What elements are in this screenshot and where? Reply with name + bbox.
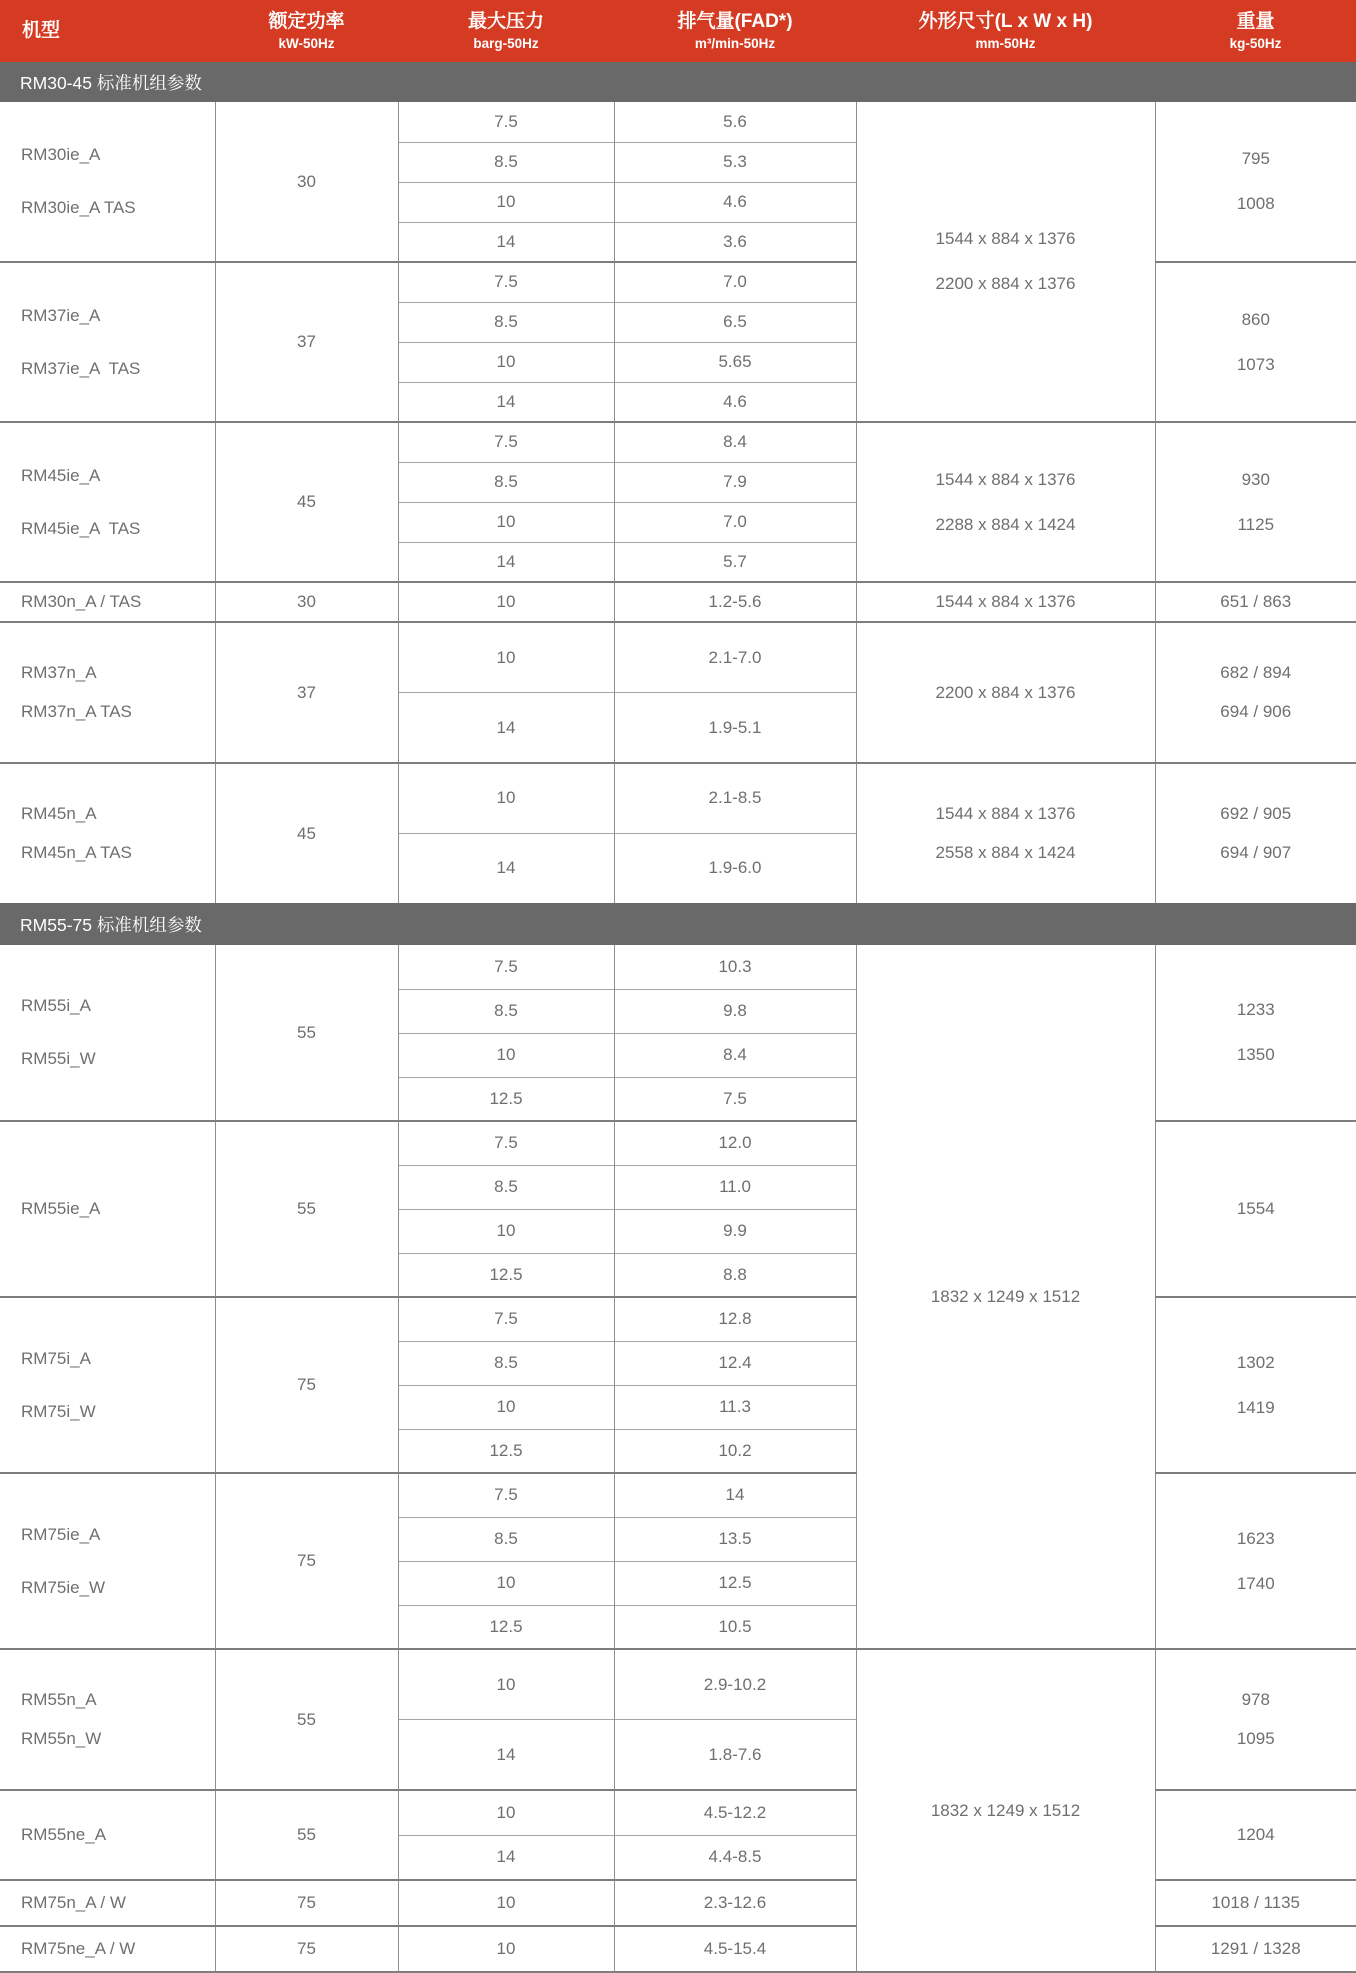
section-band-rm30-45 (0, 62, 1356, 102)
pressure-cell: 10 (398, 763, 614, 833)
model-cell: RM55ie_A (0, 1121, 215, 1297)
table-row (0, 1649, 1356, 1720)
pressure-cell: 7.5 (398, 1473, 614, 1517)
section-title: RM55-75 标准机组参数 (0, 903, 1356, 945)
fad-cell: 11.3 (614, 1385, 856, 1429)
pressure-cell: 10 (398, 342, 614, 382)
pressure-cell: 10 (398, 502, 614, 542)
pressure-cell: 8.5 (398, 462, 614, 502)
fad-cell: 4.4-8.5 (614, 1835, 856, 1880)
fad-cell: 5.65 (614, 342, 856, 382)
model-cell: RM75ne_A / W (0, 1926, 215, 1972)
table-row (0, 102, 1356, 142)
power-cell: 37 (215, 262, 398, 422)
fad-cell: 3.6 (614, 222, 856, 262)
power-cell: 75 (215, 1297, 398, 1473)
dimensions-cell: 1544 x 884 x 1376 (856, 582, 1155, 622)
fad-cell: 5.3 (614, 142, 856, 182)
weight-value: 1095 (1236, 1729, 1275, 1748)
model-label: RM75i_A (21, 1348, 91, 1368)
table-row (0, 582, 1356, 622)
model-label: RM75i_W (21, 1401, 96, 1421)
table-row (0, 622, 1356, 693)
model-label: RM45ie_A TAS (21, 518, 141, 538)
weight-value: 978 (1241, 1690, 1270, 1709)
weight-value: 1350 (1236, 1045, 1275, 1064)
weight-value: 1125 (1237, 514, 1275, 534)
pressure-cell: 8.5 (398, 302, 614, 342)
fad-cell: 12.4 (614, 1341, 856, 1385)
pressure-cell: 10 (398, 1209, 614, 1253)
pressure-cell: 10 (398, 182, 614, 222)
pressure-cell: 8.5 (398, 989, 614, 1033)
model-cell (0, 763, 215, 903)
pressure-cell: 14 (398, 693, 614, 764)
weight-value: 694 / 906 (1220, 702, 1292, 721)
weight-value: 1419 (1236, 1397, 1275, 1417)
pressure-cell: 10 (398, 1033, 614, 1077)
fad-cell: 10.2 (614, 1429, 856, 1473)
dimensions-cell: 1832 x 1249 x 1512 (856, 945, 1155, 1649)
pressure-cell: 10 (398, 1561, 614, 1605)
power-cell: 55 (215, 945, 398, 1121)
model-cell: RM75n_A / W (0, 1880, 215, 1926)
column-unit: mm-50Hz (975, 36, 1036, 52)
fad-cell: 12.0 (614, 1121, 856, 1165)
pressure-cell: 8.5 (398, 142, 614, 182)
model-cell (0, 1297, 215, 1473)
fad-cell: 10.5 (614, 1605, 856, 1649)
section-title: RM30-45 标准机组参数 (0, 62, 1356, 102)
model-label: RM45ie_A (21, 465, 101, 485)
fad-cell: 7.0 (614, 502, 856, 542)
model-label: RM37n_A (21, 663, 97, 682)
weight-value: 860 (1241, 309, 1270, 329)
model-label: RM45n_A (21, 804, 97, 823)
column-header-pressure (398, 0, 614, 62)
fad-cell: 4.5-15.4 (614, 1926, 856, 1972)
pressure-cell: 12.5 (398, 1605, 614, 1649)
pressure-cell: 10 (398, 1649, 614, 1720)
pressure-cell: 14 (398, 382, 614, 422)
weight-cell (1155, 1473, 1356, 1649)
fad-cell: 2.3-12.6 (614, 1880, 856, 1926)
model-cell (0, 1649, 215, 1790)
weight-value: 795 (1241, 149, 1270, 168)
power-cell: 75 (215, 1926, 398, 1972)
weight-cell: 1204 (1155, 1790, 1356, 1880)
model-cell: RM30n_A / TAS (0, 582, 215, 622)
pressure-cell: 7.5 (398, 262, 614, 302)
model-cell (0, 622, 215, 763)
weight-value: 682 / 894 (1220, 663, 1292, 682)
pressure-cell: 12.5 (398, 1077, 614, 1121)
power-cell: 45 (215, 422, 398, 582)
fad-cell: 12.8 (614, 1297, 856, 1341)
fad-cell: 7.9 (614, 462, 856, 502)
power-cell: 45 (215, 763, 398, 903)
model-label: RM37ie_A (21, 305, 101, 325)
pressure-cell: 7.5 (398, 422, 614, 462)
power-cell: 30 (215, 102, 398, 262)
table-row (0, 422, 1356, 462)
model-label: RM37ie_A TAS (21, 358, 141, 378)
column-header-weight (1155, 0, 1356, 62)
column-header-power (215, 0, 398, 62)
pressure-cell: 14 (398, 222, 614, 262)
fad-cell: 1.2-5.6 (614, 582, 856, 622)
model-cell (0, 102, 215, 262)
power-cell: 75 (215, 1880, 398, 1926)
fad-cell: 4.6 (614, 182, 856, 222)
pressure-cell: 14 (398, 1835, 614, 1880)
weight-value: 692 / 905 (1220, 804, 1292, 823)
pressure-cell: 12.5 (398, 1429, 614, 1473)
table-header (0, 0, 1356, 62)
weight-cell (1155, 422, 1356, 582)
fad-cell: 4.5-12.2 (614, 1790, 856, 1835)
model-label: RM55n_W (21, 1729, 102, 1748)
fad-cell: 1.9-5.1 (614, 693, 856, 764)
pressure-cell: 14 (398, 833, 614, 903)
model-label: RM75ie_W (21, 1577, 106, 1597)
column-unit: barg-50Hz (473, 36, 539, 52)
pressure-cell: 7.5 (398, 102, 614, 142)
model-cell (0, 1473, 215, 1649)
pressure-cell: 7.5 (398, 1121, 614, 1165)
dimensions-cell: 2200 x 884 x 1376 (856, 622, 1155, 763)
weight-cell (1155, 945, 1356, 1121)
model-label: RM30ie_A (21, 145, 101, 164)
dimensions-cell (856, 422, 1155, 582)
fad-cell: 5.7 (614, 542, 856, 582)
weight-value: 1233 (1236, 1000, 1275, 1019)
model-label: RM55i_W (21, 1049, 96, 1068)
power-cell: 75 (215, 1473, 398, 1649)
dimensions-cell (856, 763, 1155, 903)
pressure-cell: 8.5 (398, 1341, 614, 1385)
weight-cell (1155, 763, 1356, 903)
weight-cell (1155, 262, 1356, 422)
dimensions-cell (856, 102, 1155, 422)
weight-cell (1155, 102, 1356, 262)
column-unit: kg-50Hz (1229, 36, 1282, 52)
weight-value: 1302 (1236, 1352, 1275, 1372)
model-cell: RM55ne_A (0, 1790, 215, 1880)
fad-cell: 8.4 (614, 1033, 856, 1077)
fad-cell: 1.9-6.0 (614, 833, 856, 903)
pressure-cell: 14 (398, 1720, 614, 1791)
weight-cell (1155, 622, 1356, 763)
fad-cell: 7.0 (614, 262, 856, 302)
weight-value: 1008 (1236, 194, 1275, 213)
column-header-dimensions (856, 0, 1155, 62)
model-cell (0, 945, 215, 1121)
weight-cell: 651 / 863 (1155, 582, 1356, 622)
fad-cell: 11.0 (614, 1165, 856, 1209)
dimension-line: 1544 x 884 x 1376 (935, 229, 1076, 248)
model-label: RM45n_A TAS (21, 843, 132, 862)
weight-value: 694 / 907 (1220, 843, 1292, 862)
pressure-cell: 10 (398, 1790, 614, 1835)
pressure-cell: 7.5 (398, 1297, 614, 1341)
weight-cell: 1018 / 1135 (1155, 1880, 1356, 1926)
weight-value: 1740 (1236, 1573, 1275, 1593)
column-title: 排气量(FAD*) (677, 10, 793, 32)
fad-cell: 2.1-8.5 (614, 763, 856, 833)
pressure-cell: 10 (398, 1385, 614, 1429)
dimension-line: 1544 x 884 x 1376 (935, 469, 1076, 489)
weight-cell (1155, 1649, 1356, 1790)
dimension-line: 2558 x 884 x 1424 (935, 843, 1076, 862)
fad-cell: 6.5 (614, 302, 856, 342)
pressure-cell: 10 (398, 1880, 614, 1926)
column-header-model (0, 0, 215, 62)
fad-cell: 12.5 (614, 1561, 856, 1605)
pressure-cell: 10 (398, 1926, 614, 1972)
model-cell (0, 422, 215, 582)
weight-value: 1073 (1236, 354, 1275, 374)
dimension-line: 2200 x 884 x 1376 (935, 274, 1076, 293)
column-title: 机型 (22, 20, 61, 42)
weight-cell (1155, 1297, 1356, 1473)
fad-cell: 8.4 (614, 422, 856, 462)
weight-cell: 1554 (1155, 1121, 1356, 1297)
column-title: 最大压力 (467, 10, 544, 32)
fad-cell: 1.8-7.6 (614, 1720, 856, 1791)
section-band-rm55-75 (0, 903, 1356, 945)
model-label: RM37n_A TAS (21, 702, 132, 721)
model-cell (0, 262, 215, 422)
pressure-cell: 14 (398, 542, 614, 582)
power-cell: 30 (215, 582, 398, 622)
column-unit: kW-50Hz (278, 36, 335, 52)
column-unit: m³/min-50Hz (694, 36, 776, 52)
fad-cell: 9.8 (614, 989, 856, 1033)
fad-cell: 2.1-7.0 (614, 622, 856, 693)
table-row (0, 945, 1356, 989)
column-title: 额定功率 (268, 10, 345, 32)
model-label: RM55n_A (21, 1690, 97, 1709)
pressure-cell: 12.5 (398, 1253, 614, 1297)
fad-cell: 14 (614, 1473, 856, 1517)
pressure-cell: 7.5 (398, 945, 614, 989)
pressure-cell: 8.5 (398, 1165, 614, 1209)
table-row (0, 763, 1356, 833)
power-cell: 55 (215, 1121, 398, 1297)
power-cell: 55 (215, 1790, 398, 1880)
fad-cell: 8.8 (614, 1253, 856, 1297)
model-label: RM75ie_A (21, 1524, 101, 1544)
pressure-cell: 8.5 (398, 1517, 614, 1561)
weight-cell: 1291 / 1328 (1155, 1926, 1356, 1972)
weight-value: 930 (1241, 469, 1270, 489)
dimension-line: 2288 x 884 x 1424 (935, 514, 1076, 534)
header-row (0, 0, 1356, 62)
fad-cell: 5.6 (614, 102, 856, 142)
pressure-cell: 10 (398, 582, 614, 622)
fad-cell: 4.6 (614, 382, 856, 422)
column-title: 外形尺寸(L x W x H) (918, 10, 1093, 32)
power-cell: 37 (215, 622, 398, 763)
pressure-cell: 10 (398, 622, 614, 693)
fad-cell: 9.9 (614, 1209, 856, 1253)
fad-cell: 10.3 (614, 945, 856, 989)
model-label: RM55i_A (21, 996, 91, 1015)
dimension-line: 1544 x 884 x 1376 (935, 804, 1076, 823)
model-label: RM30ie_A TAS (21, 198, 136, 217)
power-cell: 55 (215, 1649, 398, 1790)
weight-value: 1623 (1236, 1528, 1275, 1548)
column-header-fad (614, 0, 856, 62)
column-title: 重量 (1236, 10, 1275, 32)
dimensions-cell: 1832 x 1249 x 1512 (856, 1649, 1155, 1972)
fad-cell: 2.9-10.2 (614, 1649, 856, 1720)
fad-cell: 7.5 (614, 1077, 856, 1121)
fad-cell: 13.5 (614, 1517, 856, 1561)
